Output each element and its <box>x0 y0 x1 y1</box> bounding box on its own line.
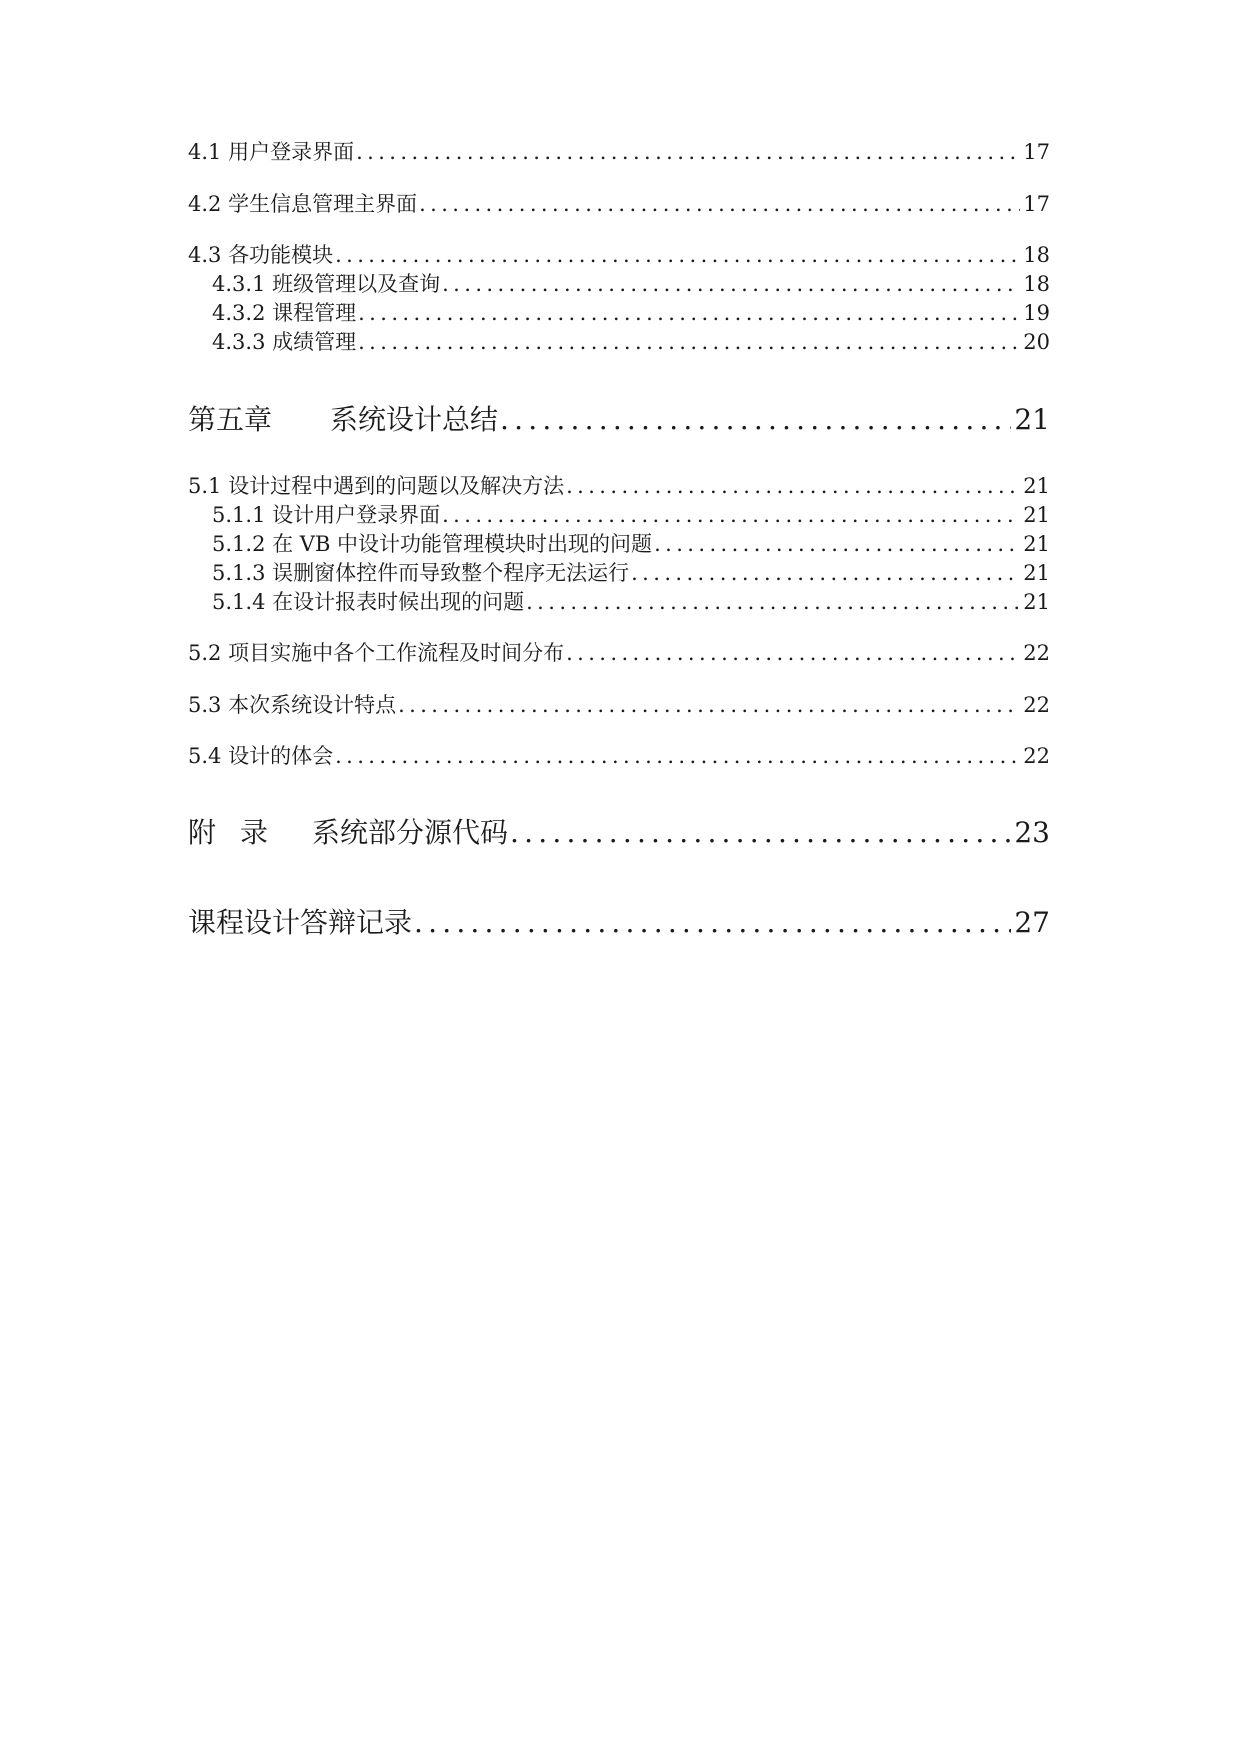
toc-entry-page: 21 <box>1023 503 1050 527</box>
toc-entry-title: 5.1 设计过程中遇到的问题以及解决方法 <box>188 474 565 498</box>
toc-entry-page: 20 <box>1023 330 1050 354</box>
toc-entry-title: 4.1 用户登录界面 <box>188 140 355 164</box>
dot-leader <box>358 301 1020 325</box>
toc-entry-page: 21 <box>1023 532 1050 556</box>
dot-leader <box>414 906 1011 939</box>
toc-entry-5-3[interactable] <box>188 689 1050 719</box>
toc-chapter-5[interactable] <box>188 398 1050 438</box>
toc-entry-4-2[interactable] <box>188 188 1050 218</box>
toc-entry-title: 4.3.1 班级管理以及查询 <box>212 272 441 296</box>
dot-leader <box>526 590 1020 614</box>
toc-entry-title: 5.4 设计的体会 <box>188 744 334 768</box>
toc-entry-title: 5.1.1 设计用户登录界面 <box>212 503 441 527</box>
toc-entry-5-1-2[interactable] <box>212 528 1050 558</box>
toc-entry-5-1[interactable] <box>188 470 1050 500</box>
toc-entry-title: 5.1.3 误删窗体控件而导致整个程序无法运行 <box>212 561 630 585</box>
toc-entry-4-3[interactable] <box>188 239 1050 269</box>
toc-entry-title: 4.2 学生信息管理主界面 <box>188 192 418 216</box>
dot-leader <box>566 641 1020 665</box>
toc-entry-4-3-3[interactable] <box>212 326 1050 356</box>
toc-appendix[interactable] <box>188 811 1050 851</box>
toc-appendix-title <box>188 811 508 851</box>
toc-entry-4-3-1[interactable] <box>212 268 1050 298</box>
toc-entry-page: 21 <box>1014 403 1050 436</box>
toc-entry-title: 课程设计答辩记录 <box>188 906 413 939</box>
dot-leader <box>510 816 1011 849</box>
dot-leader <box>500 403 1011 436</box>
toc-entry-page: 21 <box>1023 590 1050 614</box>
toc-entry-page: 27 <box>1014 906 1050 939</box>
toc-entry-title: 5.2 项目实施中各个工作流程及时间分布 <box>188 641 565 665</box>
dot-leader <box>442 503 1020 527</box>
dot-leader <box>335 744 1020 768</box>
toc-entry-5-1-1[interactable] <box>212 499 1050 529</box>
appendix-name: 系统部分源代码 <box>312 816 509 849</box>
toc-entry-page: 22 <box>1023 744 1050 768</box>
toc-entry-title: 5.1.4 在设计报表时候出现的问题 <box>212 590 525 614</box>
dot-leader <box>398 693 1020 717</box>
toc-entry-page: 22 <box>1023 641 1050 665</box>
toc-entry-title: 4.3 各功能模块 <box>188 243 334 267</box>
dot-leader <box>335 243 1020 267</box>
toc-entry-5-2[interactable] <box>188 637 1050 667</box>
chapter-label: 第五章 <box>188 403 273 436</box>
toc-defense-record[interactable] <box>188 901 1050 941</box>
dot-leader <box>566 474 1020 498</box>
toc-entry-page: 18 <box>1023 272 1050 296</box>
appendix-label-b: 录 <box>240 816 269 849</box>
toc-entry-5-1-4[interactable] <box>212 586 1050 616</box>
dot-leader <box>358 330 1020 354</box>
dot-leader <box>419 192 1020 216</box>
dot-leader <box>442 272 1020 296</box>
toc-entry-page: 18 <box>1023 243 1050 267</box>
toc-entry-4-3-2[interactable] <box>212 297 1050 327</box>
toc-entry-page: 22 <box>1023 693 1050 717</box>
toc-entry-page: 21 <box>1023 561 1050 585</box>
dot-leader <box>356 140 1020 164</box>
toc-entry-page: 21 <box>1023 474 1050 498</box>
dot-leader <box>631 561 1020 585</box>
toc-entry-page: 17 <box>1023 192 1050 216</box>
toc-entry-4-1[interactable] <box>188 136 1050 166</box>
toc-entry-title: 5.1.2 在 VB 中设计功能管理模块时出现的问题 <box>212 532 653 556</box>
toc-entry-5-4[interactable] <box>188 740 1050 770</box>
toc-entry-5-1-3[interactable] <box>212 557 1050 587</box>
chapter-name: 系统设计总结 <box>330 403 499 436</box>
toc-chapter-title <box>188 398 498 438</box>
toc-entry-page: 23 <box>1014 816 1050 849</box>
toc-entry-title: 4.3.2 课程管理 <box>212 301 357 325</box>
toc-entry-page: 19 <box>1023 301 1050 325</box>
toc-entry-page: 17 <box>1023 140 1050 164</box>
toc-entry-title: 4.3.3 成绩管理 <box>212 330 357 354</box>
dot-leader <box>654 532 1020 556</box>
appendix-label-a: 附 <box>188 816 217 849</box>
toc-entry-title: 5.3 本次系统设计特点 <box>188 693 397 717</box>
